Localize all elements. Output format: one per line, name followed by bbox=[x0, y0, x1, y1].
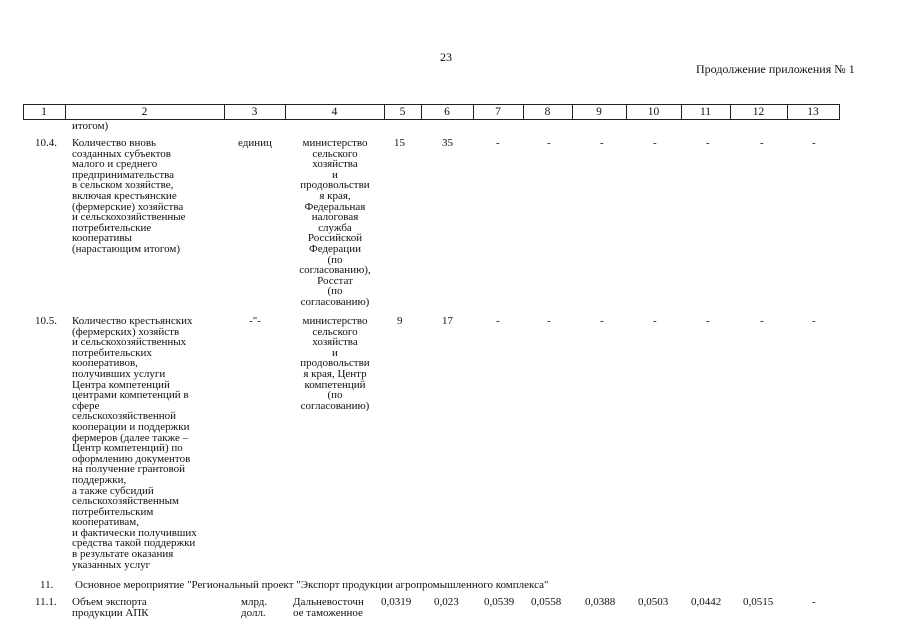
value-col11: 0,0442 bbox=[691, 596, 722, 608]
value-col7: - bbox=[496, 315, 500, 327]
page-number: 23 bbox=[440, 50, 452, 64]
indicator-name: Количество крестьянских (фермерских) хозяйств и сельскохозяйственных потребительских кооперативов, получивших услуги Центра компетенций центрами компетенций в сфере сельскохозяйственной кооперации и поддержки фермеров (далее также – Центр компетенций) по оформлению документов на получение грантовой поддержки, а также субсидий сельскохозяйственным потребительским кооперативам, и фактически получивших средства такой поддержки в результате оказания указанных услуг bbox=[72, 315, 197, 571]
column-number: 9 bbox=[596, 106, 602, 118]
value-col6: 17 bbox=[442, 315, 453, 327]
row-number: 10.4. bbox=[35, 137, 57, 149]
indicator-name: Количество вновь созданных субъектов малого и среднего предпринимательства в сельском хозяйстве, включая крестьянские (фермерские) хозяйства и сельскохозяйственные потребительские кооперативы (нарастающим итогом) bbox=[72, 137, 186, 255]
section-number: 11. bbox=[40, 579, 54, 591]
value-col13: - bbox=[812, 137, 816, 149]
row-number: 10.5. bbox=[35, 315, 57, 327]
value-col12: 0,0515 bbox=[743, 596, 774, 608]
executor: министерство сельского хозяйства и продовольстви я края, Центр компетенций (по согласованию) bbox=[300, 315, 370, 412]
value-col10: 0,0503 bbox=[638, 596, 669, 608]
value-col11: - bbox=[706, 137, 710, 149]
value-col10: - bbox=[653, 137, 657, 149]
value-col8: 0,0558 bbox=[531, 596, 562, 608]
value-col9: - bbox=[600, 315, 604, 327]
value-col10: - bbox=[653, 315, 657, 327]
continuation-label: Продолжение приложения № 1 bbox=[696, 62, 855, 76]
column-number: 4 bbox=[331, 106, 338, 118]
column-number: 12 bbox=[752, 106, 765, 118]
value-col7: 0,0539 bbox=[484, 596, 515, 608]
column-number: 2 bbox=[141, 106, 148, 118]
unit: -"- bbox=[249, 315, 261, 327]
column-number: 13 bbox=[807, 106, 819, 118]
column-number: 10 bbox=[647, 106, 660, 118]
row-number: 11.1. bbox=[35, 596, 57, 608]
column-number: 11 bbox=[699, 106, 712, 118]
value-col11: - bbox=[706, 315, 710, 327]
executor: министерство сельского хозяйства и продовольстви я края, Федеральная налоговая служба Российской Федерации (по согласованию), Росстат (по согласованию) bbox=[299, 137, 371, 308]
value-col13: - bbox=[812, 596, 816, 608]
column-number: 8 bbox=[544, 106, 551, 118]
value-col13: - bbox=[812, 315, 816, 327]
column-number: 5 bbox=[399, 106, 406, 118]
carryover-text: итогом) bbox=[72, 120, 109, 132]
value-col12: - bbox=[760, 137, 764, 149]
value-col5: 15 bbox=[394, 137, 405, 149]
column-number: 3 bbox=[251, 106, 258, 118]
value-col8: - bbox=[547, 137, 551, 149]
section-title: Основное мероприятие "Региональный проект "Экспорт продукции агропромышленного комплекса" bbox=[75, 579, 549, 591]
value-col9: - bbox=[600, 137, 604, 149]
value-col8: - bbox=[547, 315, 551, 327]
column-number: 1 bbox=[41, 106, 47, 118]
table-column-header bbox=[23, 104, 840, 120]
indicator-name: Объем экспорта продукции АПК bbox=[72, 596, 149, 619]
value-col7: - bbox=[496, 137, 500, 149]
column-number: 7 bbox=[495, 106, 501, 118]
column-number: 6 bbox=[444, 106, 450, 118]
value-col6: 0,023 bbox=[434, 596, 459, 608]
executor: Дальневосточн ое таможенное bbox=[293, 596, 364, 619]
unit: единиц bbox=[238, 137, 272, 149]
value-col5: 9 bbox=[397, 315, 403, 327]
value-col12: - bbox=[760, 315, 764, 327]
value-col5: 0,0319 bbox=[381, 596, 412, 608]
unit: млрд. долл. bbox=[241, 596, 268, 619]
value-col6: 35 bbox=[442, 137, 453, 149]
value-col9: 0,0388 bbox=[585, 596, 616, 608]
